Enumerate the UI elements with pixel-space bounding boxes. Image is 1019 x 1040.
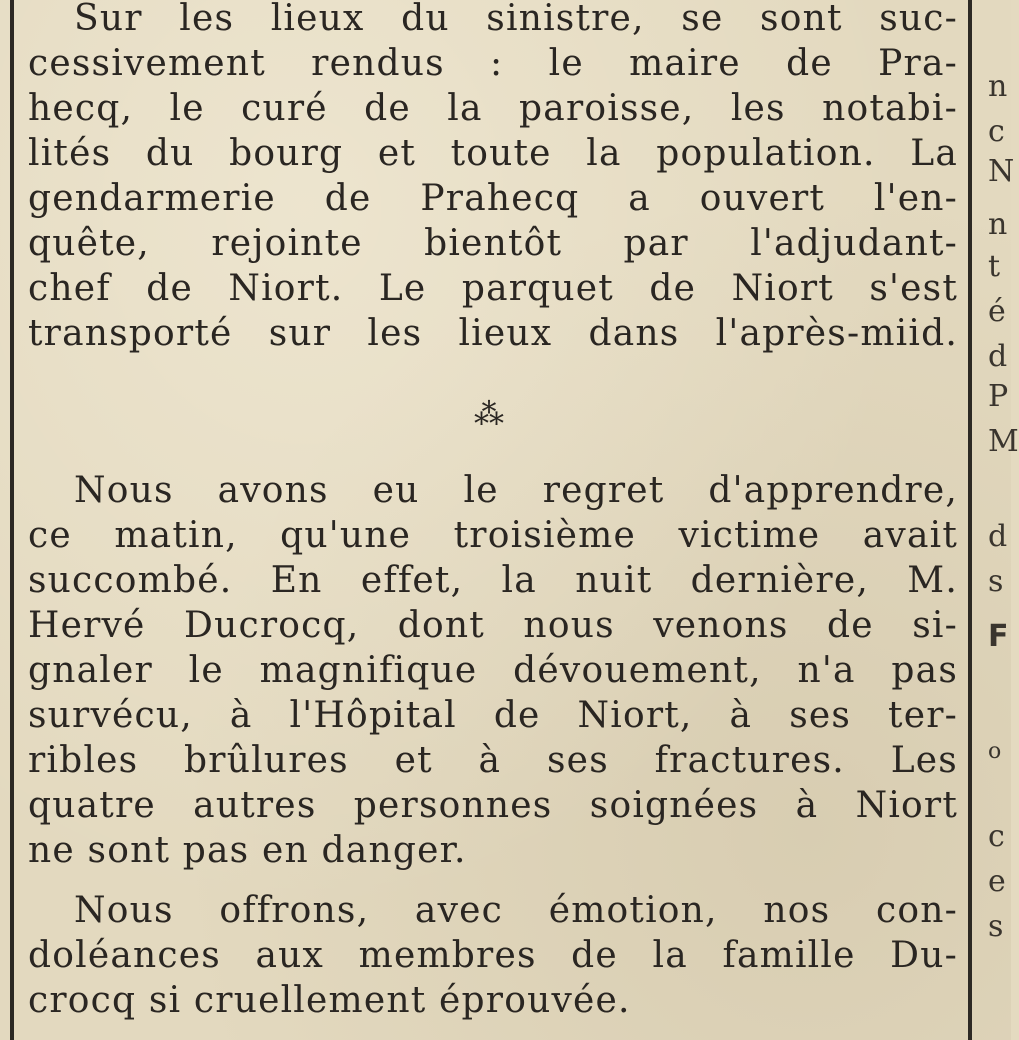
paragraph-line: crocq si cruellement éprouvée. <box>28 980 631 1021</box>
paragraph-line: ribles brûlures et à ses fractures. Les <box>28 740 958 781</box>
paragraph-line: lités du bourg et toute la population. La <box>28 133 958 174</box>
paragraph-line: quatre autres personnes soignées à Niort <box>28 785 958 826</box>
adjacent-column-letter: c <box>988 819 1005 854</box>
adjacent-column-letter: P <box>988 379 1009 414</box>
adjacent-column-letter: s <box>988 909 1004 944</box>
paragraph-line: hecq, le curé de la paroisse, les notabi- <box>28 88 958 129</box>
paragraph-line: succombé. En effet, la nuit dernière, M. <box>28 560 958 601</box>
adjacent-column-letter: s <box>988 564 1004 599</box>
adjacent-column-letter: M <box>988 424 1019 459</box>
paragraph-2 <box>28 468 958 873</box>
paragraph-line: gendarmerie de Prahecq a ouvert l'en- <box>28 178 958 219</box>
column-rule-left <box>10 0 14 1040</box>
adjacent-column-letter: c <box>988 114 1005 149</box>
adjacent-column-letter: t <box>988 249 1001 284</box>
adjacent-column-letter: N <box>988 154 1015 189</box>
adjacent-column-letter: d <box>988 519 1008 554</box>
adjacent-column-letter: F <box>988 619 1009 654</box>
paragraph-line: doléances aux membres de la famille Du- <box>28 935 958 976</box>
adjacent-column-fragment <box>984 0 1019 1040</box>
column-rule-right <box>968 0 972 1040</box>
paragraph-line: Sur les lieux du sinistre, se sont suc- <box>74 0 958 39</box>
paragraph-line: Hervé Ducrocq, dont nous venons de si- <box>28 605 958 646</box>
paragraph-line: survécu, à l'Hôpital de Niort, à ses ter- <box>28 695 958 736</box>
asterism-glyph: ⁂ <box>474 397 504 432</box>
paragraph-line: chef de Niort. Le parquet de Niort s'est <box>28 268 958 309</box>
adjacent-column-letter: o <box>988 739 1002 764</box>
paragraph-line: quête, rejointe bientôt par l'adjudant- <box>28 223 958 264</box>
paragraph-line: Nous offrons, avec émotion, nos con- <box>74 890 958 931</box>
adjacent-column-letter: é <box>988 294 1006 329</box>
paragraph-line: cessivement rendus : le maire de Pra- <box>28 43 958 84</box>
paragraph-line: ce matin, qu'une troisième victime avait <box>28 515 958 556</box>
paragraph-line: gnaler le magnifique dévouement, n'a pas <box>28 650 958 691</box>
adjacent-column-letter: d <box>988 339 1008 374</box>
adjacent-column-letter: e <box>988 864 1006 899</box>
asterism-separator <box>460 392 520 442</box>
paragraph-line: Nous avons eu le regret d'apprendre, <box>74 470 958 511</box>
paragraph-line: transporté sur les lieux dans l'après-miid. <box>28 313 958 354</box>
paragraph-1 <box>28 0 958 356</box>
paragraph-3 <box>28 888 958 1023</box>
adjacent-column-letter: n <box>988 207 1008 242</box>
paragraph-line: ne sont pas en danger. <box>28 830 467 871</box>
adjacent-column-letter: n <box>988 69 1008 104</box>
